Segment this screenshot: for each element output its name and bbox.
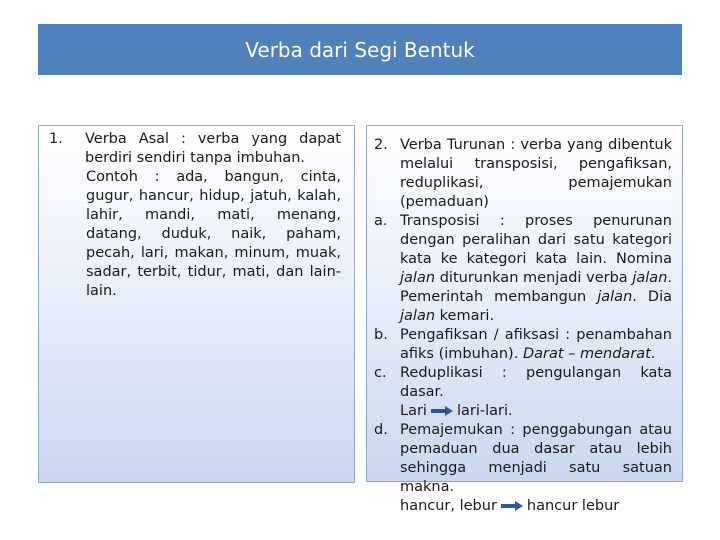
verba-asal-example [85, 168, 341, 301]
italic-word: jalan [597, 289, 633, 305]
text-segment: Pengafiksan / afiksasi : penambahan afiks (imbuhan). [400, 327, 672, 362]
item-number-2: 2. [374, 137, 388, 153]
item-label-c: c. [374, 365, 387, 381]
example-from: hancur, lebur [400, 498, 497, 514]
item-number-1: 1. [49, 131, 63, 147]
list-item-pemajemukan [374, 421, 672, 516]
verba-asal-definition: Verba Asal : verba yang dapat berdiri sendiri tanpa imbuhan. [85, 131, 341, 166]
item-label-d: d. [374, 422, 388, 438]
title-bar [38, 24, 682, 75]
verba-turunan-definition: Verba Turunan : verba yang dibentuk melalui transposisi, pengafiksan, reduplikasi, pemajemukan (pemaduan) [400, 137, 672, 210]
text-segment: . [650, 346, 656, 362]
list-item-reduplikasi [374, 364, 672, 421]
transposisi-text [400, 212, 672, 326]
example-label: Contoh [86, 169, 138, 185]
example-list: : ada, bangun, cinta, gugur, hancur, hidup, jatuh, kalah, lahir, mandi, mati, menang, datang, duduk, naik, paham, pecah, lari, makan, minum, muak, sadar, terbit, tidur, mati, dan lain-lain. [86, 169, 341, 299]
left-content-box [38, 125, 355, 483]
text-segment: kemari. [435, 308, 495, 324]
pemajemukan-text [400, 421, 672, 516]
item-label-b: b. [374, 327, 388, 343]
text-segment: . Dia [632, 289, 672, 305]
text-segment: diturunkan menjadi verba [435, 270, 633, 286]
example-from: Lari [400, 403, 427, 419]
text-segment: Transposisi : proses penurunan dengan peralihan dari satu kategori kata ke kategori kata lain. Nomina [400, 213, 672, 267]
italic-word: jalan [400, 308, 436, 324]
page-title: Verba dari Segi Bentuk [245, 37, 475, 62]
item-label-a: a. [374, 213, 388, 229]
arrow-right-icon [431, 406, 453, 416]
verba-turunan-list [374, 136, 672, 516]
right-content-box [366, 125, 683, 514]
arrow-right-icon [501, 501, 523, 511]
verba-asal-block [85, 130, 341, 301]
text-segment: Pemajemukan : penggabungan atau pemaduan dua dasar atau lebih sehingga menjadi satu satuan makna. [400, 422, 672, 495]
italic-word: jalan [400, 270, 436, 286]
verba-turunan-heading [374, 136, 672, 212]
italic-word: jalan [632, 270, 668, 286]
reduplikasi-text [400, 364, 672, 421]
text-segment: Reduplikasi : pengulangan kata dasar. [400, 365, 672, 400]
list-item-transposisi [374, 212, 672, 326]
pengafiksan-text [400, 326, 672, 364]
example-to: hancur lebur [526, 498, 620, 514]
italic-word: Darat – mendarat [522, 346, 651, 362]
text-segment: . Pemerintah membangun [400, 270, 672, 305]
example-to: lari-lari. [456, 403, 513, 419]
list-item-pengafiksan [374, 326, 672, 364]
